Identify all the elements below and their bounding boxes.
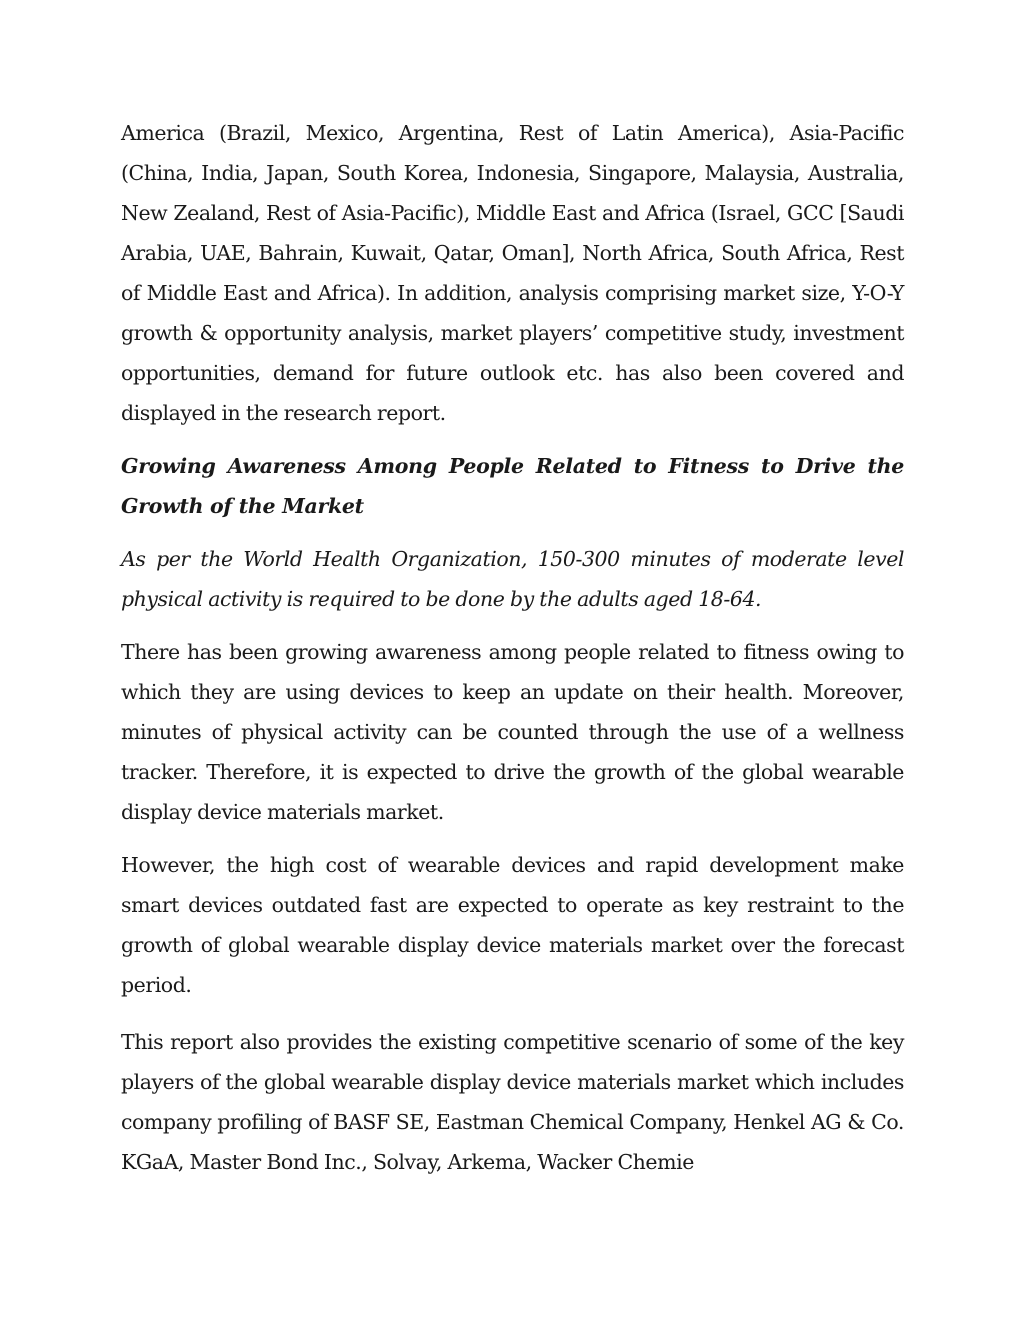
- paragraph-regions-analysis: America (Brazil, Mexico, Argentina, Rest of Latin America), Asia-Pacific (China, India, Japan, South Korea, Indonesia, Singapore, Malaysia, Australia, New Zealand, Rest of Asia-Pacific), Middle East and Africa (Israel, GCC [Saudi Arabia, UAE, Bahrain, Kuwait, Qatar, Oman], North Africa, South Africa, Rest of Middle East and Africa). In addition, analysis comprising market size, Y-O-Y growth & opportunity analysis, market players’ competitive study, investment opportunities, demand for future outlook etc. has also been covered and displayed in the research report.: [121, 121, 904, 425]
- paragraph-restraints: However, the high cost of wearable devices and rapid development make smart devices outdated fast are expected to operate as key restraint to the growth of global wearable display device materials market over the forecast period.: [121, 853, 904, 997]
- section-heading: Growing Awareness Among People Related to Fitness to Drive the Growth of the Market: [121, 454, 904, 518]
- document-page: [121, 113, 904, 1195]
- paragraph-fitness-awareness: There has been growing awareness among people related to fitness owing to which they are using devices to keep an update on their health. Moreover, minutes of physical activity can be counted through the use of a wellness tracker. Therefore, it is expected to drive the growth of the global wearable display device materials market.: [121, 640, 904, 824]
- paragraph-key-players: This report also provides the existing competitive scenario of some of the key players of the global wearable display device materials market which includes company profiling of BASF SE, Eastman Chemical Company, Henkel AG & Co. KGaA, Master Bond Inc., Solvay, Arkema, Wacker Chemie: [121, 1030, 904, 1174]
- who-quote: As per the World Health Organization, 150-300 minutes of moderate level physical activity is required to be done by the adults aged 18-64.: [121, 547, 904, 611]
